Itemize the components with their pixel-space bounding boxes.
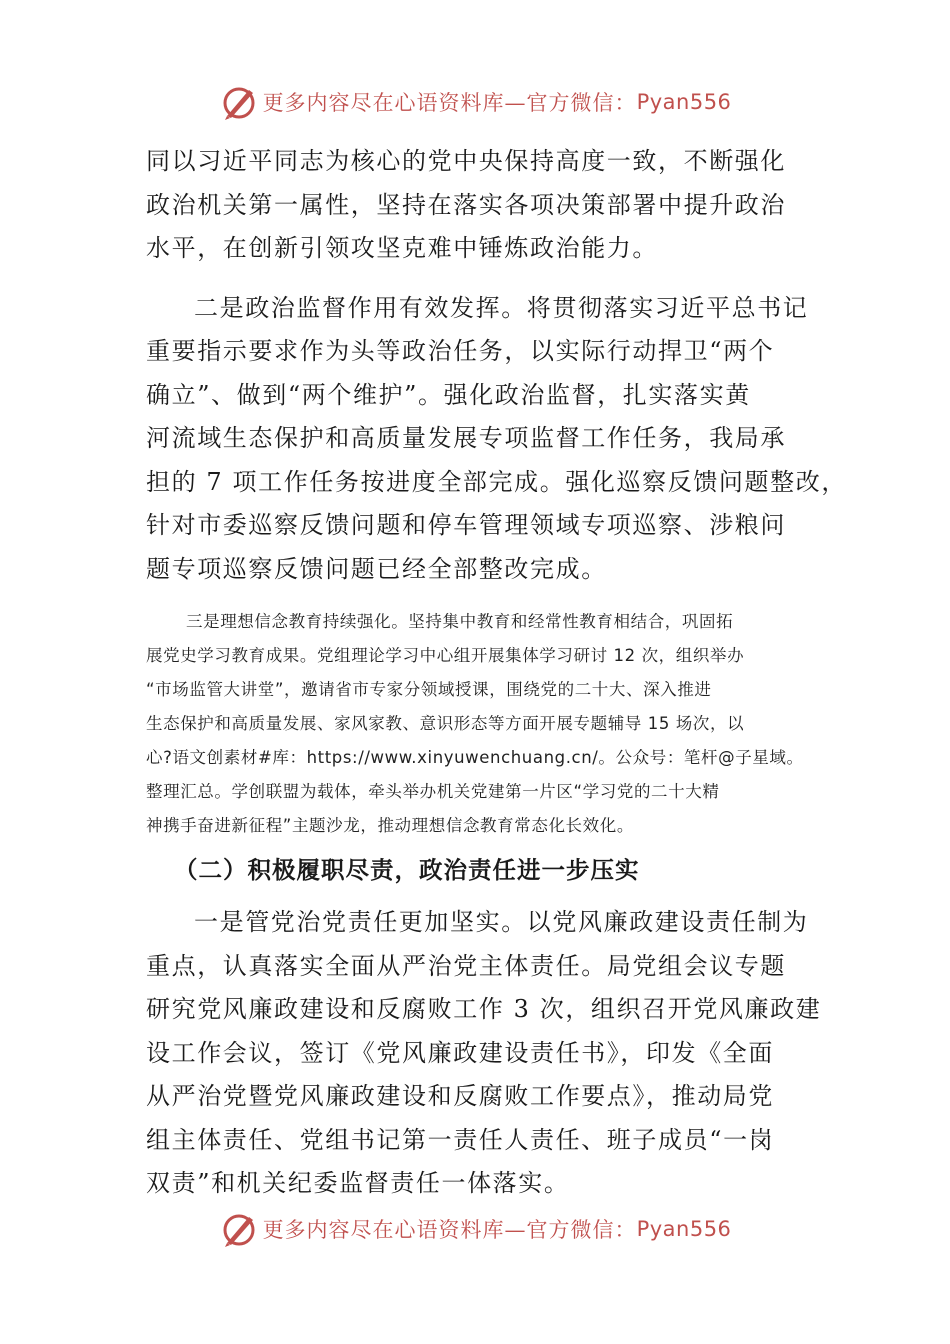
header-banner bbox=[0, 80, 950, 124]
text-line: 展党史学习教育成果。党组理论学习中心组开展集体学习研讨 12 次，组织举办 bbox=[146, 646, 745, 665]
paragraph-1 bbox=[146, 140, 826, 271]
document-body bbox=[146, 140, 847, 1206]
paragraph-2 bbox=[146, 287, 847, 592]
footer-banner bbox=[0, 1207, 950, 1251]
pen-circle-logo-icon bbox=[219, 82, 259, 122]
text-line: 确立”、做到“两个维护”。强化政治监督，扎实落实黄 bbox=[146, 380, 751, 409]
text-line: 题专项巡察反馈问题已经全部整改完成。 bbox=[146, 554, 607, 583]
section-heading: （二）积极履职尽责，政治责任进一步压实 bbox=[174, 856, 640, 884]
text-line: 生态保护和高质量发展、家风家教、意识形态等方面开展专题辅导 15 场次，以 bbox=[146, 714, 745, 733]
text-line: 研究党风廉政建设和反腐败工作 3 次，组织召开党风廉政建 bbox=[146, 995, 822, 1023]
text-line: 水平，在创新引领攻坚克难中锤炼政治能力。 bbox=[146, 234, 658, 262]
text-line: 重要指示要求作为头等政治任务，以实际行动捍卫“两个 bbox=[146, 337, 775, 365]
header-banner-wechat-id: Pyan556 bbox=[636, 90, 732, 114]
text-line: 心?语文创素材#库：https://www.xinyuwenchuang.cn/。公众号：笔杆@子星域。 bbox=[146, 748, 804, 767]
text-line: 神携手奋进新征程”主题沙龙，推动理想信念教育常态化长效化。 bbox=[146, 816, 634, 835]
text-line: 担的 7 项工作任务按进度全部完成。强化巡察反馈问题整改， bbox=[146, 467, 847, 496]
footer-banner-text: 更多内容尽在心语资料库—官方微信： bbox=[262, 1218, 637, 1242]
text-line: 二是政治监督作用有效发挥。将贯彻落实习近平总书记 bbox=[194, 293, 809, 322]
text-line: 组主体责任、党组书记第一责任人责任、班子成员“一岗 bbox=[146, 1125, 775, 1154]
text-line: 政治机关第一属性，坚持在落实各项决策部署中提升政治 bbox=[146, 190, 786, 219]
paragraph-3 bbox=[146, 605, 826, 843]
text-line: 重点，认真落实全面从严治党主体责任。局党组会议专题 bbox=[146, 951, 786, 980]
text-line: 整理汇总。学创联盟为载体，牵头举办机关党建第一片区“学习党的二十大精 bbox=[146, 782, 720, 801]
text-line: 同以习近平同志为核心的党中央保持高度一致，不断强化 bbox=[146, 147, 786, 175]
footer-banner-wechat-id: Pyan556 bbox=[636, 1217, 732, 1241]
pen-circle-logo-icon bbox=[219, 1209, 259, 1249]
text-line: “市场监管大讲堂”，邀请省市专家分领域授课，围绕党的二十大、深入推进 bbox=[146, 680, 712, 699]
text-line: 一是管党治党责任更加坚实。以党风廉政建设责任制为 bbox=[194, 908, 809, 936]
text-line: 双责”和机关纪委监督责任一体落实。 bbox=[146, 1169, 570, 1197]
paragraph-4 bbox=[146, 901, 826, 1206]
header-banner-text: 更多内容尽在心语资料库—官方微信： bbox=[262, 91, 637, 115]
text-line: 针对市委巡察反馈问题和停车管理领域专项巡察、涉粮问 bbox=[146, 511, 786, 539]
text-line: 三是理想信念教育持续强化。坚持集中教育和经常性教育相结合，巩固拓 bbox=[186, 612, 734, 631]
text-line: 设工作会议，签订《党风廉政建设责任书》，印发《全面 bbox=[146, 1038, 774, 1067]
text-line: 河流域生态保护和高质量发展专项监督工作任务，我局承 bbox=[146, 424, 786, 452]
text-line: 从严治党暨党风廉政建设和反腐败工作要点》，推动局党 bbox=[146, 1082, 774, 1110]
